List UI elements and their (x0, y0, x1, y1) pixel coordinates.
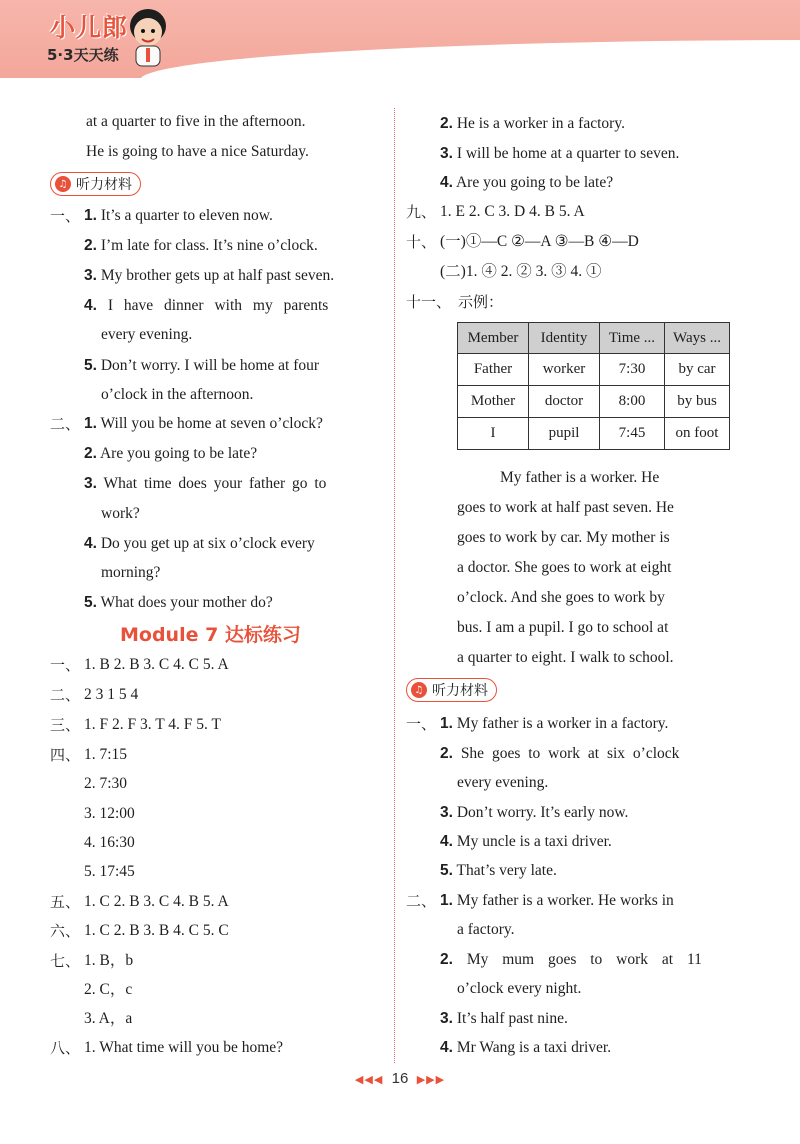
page-footer (0, 1070, 800, 1087)
answer-line: 1. C 2. B 3. C 4. B 5. A (84, 893, 229, 910)
section-prefix: 一、 (406, 715, 437, 733)
paragraph-line: a doctor. She goes to work at eight (457, 559, 672, 576)
answer-line: (一)①—C ②—A ③—B ④—D (440, 233, 639, 250)
answer-line: 1. 7:15 (84, 746, 128, 763)
list-item: 4. Are you going to be late? (440, 174, 614, 191)
section-prefix: 十、 (406, 233, 437, 251)
table-row (458, 386, 730, 418)
table-cell: by car (665, 354, 730, 386)
table-cell: 8:00 (600, 386, 665, 418)
answer-line: 5. 17:45 (84, 863, 135, 880)
list-item: 2. I’m late for class. It’s nine o’clock. (84, 237, 318, 254)
list-item-cont: every evening. (457, 774, 549, 791)
brand-logo: 小儿郎 (50, 13, 129, 42)
table-cell: by bus (665, 386, 730, 418)
section-prefix: 三、 (50, 716, 81, 734)
text-line: at a quarter to five in the afternoon. (86, 113, 306, 130)
headphones-icon: ♫ (411, 682, 427, 698)
table-cell: on foot (665, 418, 730, 450)
list-item: 2. My mum goes to work at 11 (440, 951, 702, 968)
page-number: 16 (391, 1070, 409, 1087)
section-prefix: 七、 (50, 952, 81, 970)
table-header-row (458, 323, 730, 354)
table-cell: worker (529, 354, 600, 386)
text-line: He is going to have a nice Saturday. (86, 143, 309, 160)
section-prefix: 五、 (50, 893, 81, 911)
list-item: 2. Are you going to be late? (84, 445, 258, 462)
table-header: Identity (529, 323, 600, 354)
table-cell: I (458, 418, 529, 450)
list-item: 2. He is a worker in a factory. (440, 115, 625, 132)
paragraph-line: bus. I am a pupil. I go to school at (457, 619, 669, 636)
answer-line: 2. C，c (84, 981, 133, 998)
list-item: 1. It’s a quarter to eleven now. (84, 207, 273, 224)
table-cell: pupil (529, 418, 600, 450)
table-row (458, 418, 730, 450)
answer-line: 1. B 2. B 3. C 4. C 5. A (84, 656, 229, 673)
section-prefix: 二、 (406, 892, 437, 910)
section-prefix: 六、 (50, 922, 81, 940)
table-cell: Mother (458, 386, 529, 418)
example-label: 示例： (458, 293, 504, 311)
answer-line: 1. E 2. C 3. D 4. B 5. A (440, 203, 585, 220)
list-item: 3. I will be home at a quarter to seven. (440, 145, 680, 162)
section-prefix: 二、 (50, 686, 81, 704)
prev-arrows-icon: ◀◀◀ (354, 1074, 384, 1086)
paragraph-line: goes to work at half past seven. He (457, 499, 674, 516)
schedule-table (457, 322, 730, 450)
list-item: 3. What time does your father go to (84, 475, 327, 492)
list-item: 2. She goes to work at six o’clock (440, 745, 680, 762)
list-item: 5. Don’t worry. I will be home at four (84, 357, 320, 374)
list-item: 5. What does your mother do? (84, 594, 273, 611)
answer-line: 1. C 2. B 3. B 4. C 5. C (84, 922, 229, 939)
table-header: Time ... (600, 323, 665, 354)
table-cell: 7:30 (600, 354, 665, 386)
answer-line: (二)1. ④ 2. ② 3. ③ 4. ① (440, 263, 602, 280)
mascot-icon (124, 4, 172, 68)
list-item: 1. My father is a worker in a factory. (440, 715, 669, 732)
answer-line: 3. A，a (84, 1010, 133, 1027)
answer-line: 2 3 1 5 4 (84, 686, 139, 703)
list-item: 1. Will you be home at seven o’clock? (84, 415, 323, 432)
list-item: 3. My brother gets up at half past seven. (84, 267, 335, 284)
table-cell: doctor (529, 386, 600, 418)
list-item-cont: o’clock every night. (457, 980, 582, 997)
section-prefix: 十一、 (406, 293, 452, 311)
headphones-icon: ♫ (55, 176, 71, 192)
table-cell: Father (458, 354, 529, 386)
section-prefix: 一、 (50, 207, 81, 225)
answer-line: 1. What time will you be home? (84, 1039, 284, 1056)
paragraph-line: goes to work by car. My mother is (457, 529, 670, 546)
answer-line: 2. 7:30 (84, 775, 128, 792)
list-item: 4. I have dinner with my parents (84, 297, 329, 314)
column-divider (394, 108, 395, 1063)
list-item-cont: a factory. (457, 921, 515, 938)
series-label: 5·3天天练 (47, 46, 119, 64)
paragraph-line: a quarter to eight. I walk to school. (457, 649, 674, 666)
answer-line: 1. B，b (84, 952, 134, 969)
list-item-cont: every evening. (101, 326, 193, 343)
section-prefix: 四、 (50, 746, 81, 764)
next-arrows-icon: ▶▶▶ (416, 1074, 446, 1086)
list-item-cont: work? (101, 505, 140, 522)
list-item: 5. That’s very late. (440, 862, 557, 879)
listening-badge: ♫ 听力材料 (50, 172, 141, 196)
table-header: Member (458, 323, 529, 354)
list-item: 1. My father is a worker. He works in (440, 892, 674, 909)
paragraph-line: My father is a worker. He (500, 469, 660, 486)
list-item: 4. My uncle is a taxi driver. (440, 833, 612, 850)
module-title: Module 7 达标练习 (120, 624, 301, 646)
list-item: 4. Mr Wang is a taxi driver. (440, 1039, 612, 1056)
table-row (458, 354, 730, 386)
section-prefix: 九、 (406, 203, 437, 221)
section-prefix: 二、 (50, 415, 81, 433)
answer-line: 3. 12:00 (84, 805, 135, 822)
paragraph-line: o’clock. And she goes to work by (457, 589, 665, 606)
list-item: 3. Don’t worry. It’s early now. (440, 804, 629, 821)
answer-line: 1. F 2. F 3. T 4. F 5. T (84, 716, 221, 733)
list-item-cont: o’clock in the afternoon. (101, 386, 254, 403)
section-prefix: 一、 (50, 656, 81, 674)
table-header: Ways ... (665, 323, 730, 354)
list-item-cont: morning? (101, 564, 161, 581)
table-cell: 7:45 (600, 418, 665, 450)
answer-line: 4. 16:30 (84, 834, 135, 851)
list-item: 4. Do you get up at six o’clock every (84, 535, 315, 552)
listening-badge: ♫ 听力材料 (406, 678, 497, 702)
list-item: 3. It’s half past nine. (440, 1010, 568, 1027)
section-prefix: 八、 (50, 1039, 81, 1057)
